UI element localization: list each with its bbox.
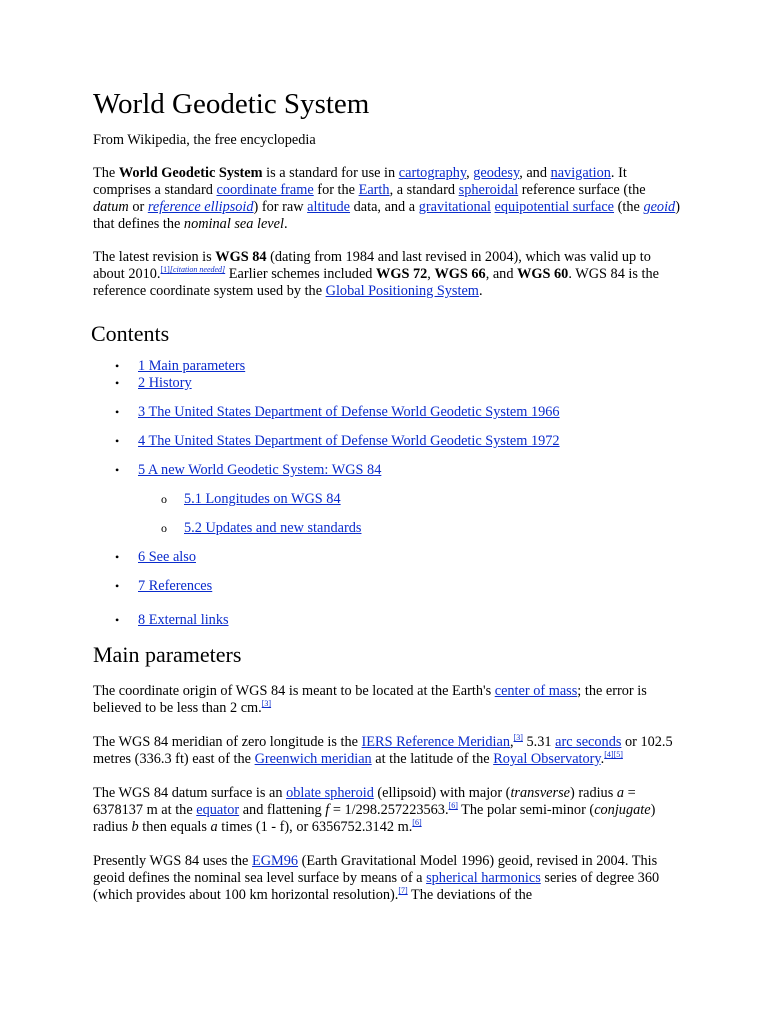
toc-item — [93, 549, 683, 566]
table-of-contents — [93, 358, 683, 629]
toc-item — [93, 375, 683, 392]
bold-term: World Geodetic System — [118, 165, 263, 181]
bullet-icon: • — [115, 405, 120, 419]
link-equator[interactable]: equator — [196, 802, 240, 818]
link-arc-seconds[interactable]: arc seconds — [555, 734, 622, 750]
intro-paragraph-1: The World Geodetic System is a standard for use in cartography, geodesy, and navigation. It comprises a standard coordinate frame for the Earth, a standard spheroidal reference surface (the datum or reference ellipsoid) for raw altitude data, and a gravitational equipotential surface (the geoid) that defines the nominal sea level. — [93, 165, 680, 232]
toc-link-longitudes[interactable]: 5.1 Longitudes on WGS 84 — [184, 491, 341, 507]
toc-link-updates[interactable]: 5.2 Updates and new standards — [184, 520, 362, 536]
link-center-of-mass[interactable]: center of mass — [494, 683, 578, 699]
link-spheroidal[interactable]: spheroidal — [458, 182, 519, 198]
toc-item — [93, 462, 683, 479]
toc-link-wgs-84[interactable]: 5 A new World Geodetic System: WGS 84 — [138, 462, 382, 478]
toc-link-history[interactable]: 2 History — [138, 375, 192, 391]
paragraph: The WGS 84 datum surface is an oblate spheroid (ellipsoid) with major (transverse) radius a = 6378137 m at the equator and flattening f = 1/298.257223563.[6] The polar semi-minor (conjugate) radius b then equals a times (1 - f), or 6356752.3142 m.[6] — [93, 785, 656, 835]
link-geoid[interactable]: geoid — [643, 199, 676, 215]
link-spherical-harmonics[interactable]: spherical harmonics — [426, 870, 541, 886]
citation-link[interactable]: [1] — [160, 265, 170, 275]
citation-link[interactable]: [6] — [412, 818, 422, 828]
toc-item — [93, 612, 683, 629]
bullet-icon: • — [115, 579, 120, 593]
link-greenwich-meridian[interactable]: Greenwich meridian — [254, 751, 372, 767]
citation-link[interactable]: [6] — [448, 801, 458, 811]
bullet-icon: • — [115, 463, 120, 477]
link-oblate-spheroid[interactable]: oblate spheroid — [286, 785, 374, 801]
article — [93, 86, 683, 904]
link-earth[interactable]: Earth — [358, 182, 390, 198]
bullet-icon: • — [115, 550, 120, 564]
link-geodesy[interactable]: geodesy — [473, 165, 520, 181]
paragraph: Presently WGS 84 uses the EGM96 (Earth Gravitational Model 1996) geoid, revised in 2004. This geoid defines the nominal sea level surface by means of a spherical harmonics series of degree 360 (which provides about 100 km horizontal resolution).[7] The deviations of the — [93, 853, 660, 903]
section-heading-main-parameters: Main parameters — [93, 642, 242, 667]
link-altitude[interactable]: altitude — [307, 199, 351, 215]
link-egm96[interactable]: EGM96 — [251, 853, 299, 869]
paragraph: The coordinate origin of WGS 84 is meant to be located at the Earth's center of mass; the error is believed to be less than 2 cm.[3] — [93, 683, 647, 716]
toc-item — [93, 358, 683, 375]
toc-subitem — [93, 491, 683, 508]
toc-link-external-links[interactable]: 8 External links — [138, 612, 229, 628]
toc-item — [93, 404, 683, 421]
link-gps[interactable]: Global Positioning System — [325, 283, 479, 299]
bullet-icon: • — [115, 613, 120, 627]
link-cartography[interactable]: cartography — [398, 165, 467, 181]
citation-link[interactable]: [7] — [398, 886, 408, 896]
citation-link[interactable]: [3] — [513, 733, 523, 743]
link-gravitational[interactable]: gravitational — [418, 199, 491, 215]
circle-bullet-icon: o — [161, 492, 167, 506]
paragraph: The WGS 84 meridian of zero longitude is the IERS Reference Meridian,[3] 5.31 arc seconds or 102.5 metres (336.3 ft) east of the Greenwich meridian at the latitude of the Royal Observatory.[4][5] — [93, 733, 673, 767]
page-title: World Geodetic System — [93, 88, 370, 120]
link-reference-ellipsoid[interactable]: reference ellipsoid — [147, 199, 254, 215]
contents-heading: Contents — [91, 321, 170, 346]
toc-link-main-parameters[interactable]: 1 Main parameters — [138, 358, 246, 374]
bullet-icon: • — [115, 359, 120, 373]
toc-link-references[interactable]: 7 References — [138, 578, 213, 594]
toc-link-wgs-1966[interactable]: 3 The United States Department of Defense World Geodetic System 1966 — [138, 404, 560, 420]
toc-subitem — [93, 520, 683, 537]
circle-bullet-icon: o — [161, 521, 167, 535]
toc-item — [93, 433, 683, 450]
bullet-icon: • — [115, 434, 120, 448]
citation-needed-link[interactable]: [citation needed] — [169, 265, 226, 275]
tagline: From Wikipedia, the free encyclopedia — [93, 132, 316, 148]
toc-item — [93, 578, 683, 595]
citation-link[interactable]: [3] — [261, 699, 272, 709]
link-equipotential-surface[interactable]: equipotential surface — [494, 199, 615, 215]
toc-link-see-also[interactable]: 6 See also — [138, 549, 196, 565]
toc-link-wgs-1972[interactable]: 4 The United States Department of Defense World Geodetic System 1972 — [138, 433, 560, 449]
link-coordinate-frame[interactable]: coordinate frame — [216, 182, 314, 198]
citation-link[interactable]: [4][5] — [604, 750, 623, 760]
link-royal-observatory[interactable]: Royal Observatory — [493, 751, 601, 767]
link-navigation[interactable]: navigation — [550, 165, 611, 181]
intro-paragraph-2: The latest revision is WGS 84 (dating from 1984 and last revised in 2004), which was valid up to about 2010.[1][citation needed] Earlier schemes included WGS 72, WGS 66, and WGS 60. WGS 84 is the reference coordinate system used by the Global Positioning System. — [93, 249, 659, 299]
link-iers-reference-meridian[interactable]: IERS Reference Meridian — [361, 734, 511, 750]
bullet-icon: • — [115, 376, 120, 390]
